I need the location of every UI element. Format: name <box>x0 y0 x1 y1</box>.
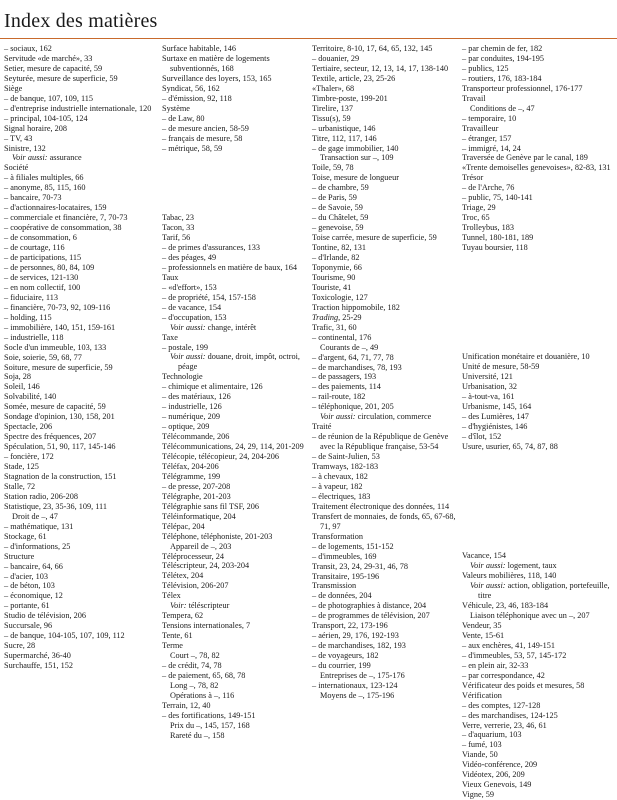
index-entry: – de chambre, 59 <box>312 183 369 193</box>
index-entry: Triage, 29 <box>462 203 496 213</box>
index-entry: Moyens de –, 175-196 <box>320 690 395 700</box>
index-entry: Titre, 112, 117, 146 <box>312 133 377 143</box>
index-entry: – d'hygiénistes, 146 <box>462 422 528 432</box>
index-entry: Tente, 61 <box>162 631 193 641</box>
index-entry: – français de mesure, 58 <box>162 133 243 143</box>
index-entry: – de mesure ancien, 58-59 <box>162 123 249 133</box>
index-entry: Transformation <box>312 531 364 541</box>
index-entry: – d'entreprise industrielle internationale, 120 <box>4 103 152 113</box>
index-entry: – d'émission, 92, 118 <box>162 93 232 103</box>
index-entry: Vente, 15-61 <box>462 630 505 640</box>
index-entry: Station radio, 206-208 <box>4 491 79 501</box>
index-entry: Trésor <box>462 173 484 183</box>
index-entry: Stade, 125 <box>4 462 39 472</box>
index-entry: – d'acier, 103 <box>4 571 48 581</box>
index-entry: – des paiements, 114 <box>312 382 381 392</box>
index-entry: Voir aussi: action, obligation, portefeuille, titre <box>470 581 610 601</box>
index-entry: – des Lumières, 147 <box>462 412 529 422</box>
index-entry: – immigré, 14, 24 <box>462 143 521 153</box>
index-entry: Seyturée, mesure de superficie, 59 <box>4 73 118 83</box>
index-entry: Tertiaire, secteur, 12, 13, 14, 17, 138-140 <box>312 63 449 73</box>
index-entry: Surtaxe en matière de logements subventionnés, 168 <box>162 53 270 73</box>
index-entry: – du courrier, 199 <box>312 661 371 671</box>
index-column-2 <box>162 44 312 741</box>
index-entry: – de données, 204 <box>312 591 372 601</box>
index-entry: Transmission <box>312 581 357 591</box>
index-entry: – mathématique, 131 <box>4 521 74 531</box>
index-entry: – des comptes, 127-128 <box>462 700 541 710</box>
index-entry: Télégramme, 199 <box>162 471 221 481</box>
index-entry: – aux enchères, 41, 149-151 <box>462 640 556 650</box>
index-entry: – bancaire, 64, 66 <box>4 561 63 571</box>
index-entry: Transfert de monnaies, de fonds, 65, 67-68, 71, 97 <box>312 511 456 531</box>
index-entry: – de Law, 80 <box>162 113 205 123</box>
index-entry: – d'immeubles, 53, 57, 145-172 <box>462 650 567 660</box>
index-entry: – d'actionnaires-locataires, 159 <box>4 203 107 213</box>
index-entry: – professionnels en matière de baux, 164 <box>162 262 297 272</box>
index-entry <box>462 342 612 352</box>
index-entry: Véhicule, 23, 46, 183-184 <box>462 601 549 611</box>
index-entry: – d'immeubles, 169 <box>312 551 377 561</box>
index-entry: – de consommation, 6 <box>4 233 77 243</box>
index-entry: – de voyageurs, 182 <box>312 651 379 661</box>
index-entry: – genevoise, 59 <box>312 223 364 233</box>
index-entry: Prix du –, 145, 157, 168 <box>170 720 250 730</box>
index-entry: Téléinformatique, 204 <box>162 511 236 521</box>
index-entry: Transit, 23, 24, 29-31, 46, 78 <box>312 561 408 571</box>
index-entry: – de l'Arche, 76 <box>462 183 515 193</box>
index-entry: – téléphonique, 201, 205 <box>312 402 394 412</box>
index-entry: Servitude «de marché», 33 <box>4 53 93 63</box>
index-entry: – par chemin de fer, 182 <box>462 44 543 53</box>
index-entry: Toise, mesure de longueur <box>312 173 399 183</box>
index-entry: Transitaire, 195-196 <box>312 571 380 581</box>
index-entry: Tuyau boursier, 118 <box>462 243 528 253</box>
index-entry: Trolleybus, 183 <box>462 223 514 233</box>
index-entry: Rareté du –, 158 <box>170 730 225 740</box>
index-entry <box>462 512 612 522</box>
index-entry: Touriste, 41 <box>312 282 352 292</box>
index-entry: – sociaux, 162 <box>4 44 52 53</box>
index-entry: – bancaire, 70-73 <box>4 193 62 203</box>
index-entry <box>462 492 612 502</box>
index-entry <box>162 153 312 163</box>
index-entry: – fumé, 103 <box>462 740 502 750</box>
index-entry: Courants de –, 49 <box>320 342 379 352</box>
index-entry: – de photographies à distance, 204 <box>312 601 427 611</box>
index-entry: – de presse, 207-208 <box>162 481 231 491</box>
index-entry: Vieux Genevois, 149 <box>462 780 532 790</box>
index-entry: Siège <box>4 83 23 93</box>
index-entry: Technologie <box>162 372 203 382</box>
index-column-1 <box>4 44 154 671</box>
index-entry <box>462 273 612 283</box>
index-entry: – des marchandises, 124-125 <box>462 710 558 720</box>
index-entry <box>462 531 612 541</box>
index-entry: Transport, 22, 173-196 <box>312 621 388 631</box>
index-entry: – de vacance, 154 <box>162 302 222 312</box>
index-entry: Téléprocesseur, 24 <box>162 551 224 561</box>
index-entry <box>162 203 312 213</box>
index-entry: Traction hippomobile, 182 <box>312 302 400 312</box>
index-entry: – numérique, 209 <box>162 412 220 422</box>
index-entry: Vigne, 59 <box>462 790 495 800</box>
index-entry: – de personnes, 80, 84, 109 <box>4 262 95 272</box>
index-entry: Supermarché, 36-40 <box>4 651 71 661</box>
index-entry: Urbanisation, 32 <box>462 382 517 392</box>
index-entry <box>462 502 612 512</box>
index-entry <box>462 253 612 263</box>
index-entry: – de Paris, 59 <box>312 193 357 203</box>
index-entry: Tarif, 56 <box>162 233 191 243</box>
index-column-3 <box>312 44 462 701</box>
index-entry: Soie, soierie, 59, 68, 77 <box>4 352 82 362</box>
index-entry: Viande, 50 <box>462 750 498 760</box>
index-entry: Tabac, 23 <box>162 213 194 223</box>
index-entry: Somée, mesure de capacité, 59 <box>4 402 106 412</box>
index-entry: Stalle, 72 <box>4 481 36 491</box>
index-entry: Socle d'un immeuble, 103, 133 <box>4 342 107 352</box>
index-entry: Troc, 65 <box>462 213 490 223</box>
index-entry: – financière, 70-73, 92, 109-116 <box>4 302 111 312</box>
index-entry: – douanier, 29 <box>312 53 360 63</box>
index-entry: – industrielle, 118 <box>4 332 64 342</box>
index-entry: Trafic, 31, 60 <box>312 322 357 332</box>
index-entry: – de gage immobilier, 140 <box>312 143 399 153</box>
index-entry: Télécommande, 206 <box>162 432 230 442</box>
index-entry <box>462 303 612 313</box>
index-entry: – de marchandises, 182, 193 <box>312 641 406 651</box>
index-entry: Valeurs mobilières, 118, 140 <box>462 571 557 581</box>
index-entry: Vacance, 154 <box>462 551 506 561</box>
index-entry: – de services, 121-130 <box>4 272 79 282</box>
index-entry: – à-tout-va, 161 <box>462 392 515 402</box>
index-entry <box>462 462 612 472</box>
index-entry: – de crédit, 74, 78 <box>162 661 222 670</box>
index-entry: – publics, 125 <box>462 63 509 73</box>
index-entry: Taxe <box>162 332 178 342</box>
index-entry: Trading, 25-29 <box>312 312 362 322</box>
index-entry: Télex <box>162 591 181 601</box>
index-entry: Vidéotex, 206, 209 <box>462 770 525 780</box>
index-entry <box>462 541 612 551</box>
index-entry: – continental, 176 <box>312 332 372 342</box>
index-entry <box>162 193 312 203</box>
index-entry: – d'îlot, 152 <box>462 432 502 442</box>
index-entry: Télépac, 204 <box>162 521 205 531</box>
index-entry: Téléphone, téléphoniste, 201-203 <box>162 531 273 541</box>
index-entry: Spectacle, 206 <box>4 422 53 432</box>
index-entry: – de banque, 107, 109, 115 <box>4 93 94 103</box>
index-entry: – du Châtelet, 59 <box>312 213 369 223</box>
index-entry: Syndicat, 56, 162 <box>162 83 220 93</box>
index-entry: Vérification <box>462 690 502 700</box>
index-entry: – optique, 209 <box>162 422 210 432</box>
index-entry: Tirelire, 137 <box>312 103 353 113</box>
index-column-4 <box>462 44 612 800</box>
index-entry: – en plein air, 32-33 <box>462 660 529 670</box>
index-entry: Spéculation, 51, 90, 117, 145-146 <box>4 442 116 452</box>
index-entry: – électriques, 183 <box>312 491 371 501</box>
index-entry: Tontine, 82, 131 <box>312 243 366 253</box>
index-entry: Télégraphie sans fil TSF, 206 <box>162 501 260 511</box>
index-entry: Voir aussi: assurance <box>12 153 82 163</box>
index-entry: Unification monétaire et douanière, 10 <box>462 352 590 362</box>
index-entry: Sucre, 28 <box>4 641 36 651</box>
index-entry <box>462 482 612 492</box>
index-entry: – d'argent, 64, 71, 77, 78 <box>312 352 394 362</box>
index-entry: – temporaire, 10 <box>462 113 517 123</box>
index-entry: Télégraphe, 201-203 <box>162 491 231 501</box>
index-entry: – des matériaux, 126 <box>162 392 231 402</box>
index-entry: – «d'effort», 153 <box>162 282 217 292</box>
index-entry: Université, 121 <box>462 372 513 382</box>
index-entry: Travailleur <box>462 123 499 133</box>
index-entry: Téléfax, 204-206 <box>162 461 219 471</box>
index-entry: – d'Irlande, 82 <box>312 253 360 263</box>
index-entry: Télévision, 206-207 <box>162 581 229 591</box>
index-entry: Setier, mesure de capacité, 59 <box>4 63 103 73</box>
index-entry: «Trente demoiselles genevoises», 82-83, 131 <box>462 163 611 173</box>
index-entry: – public, 75, 140-141 <box>462 193 533 203</box>
index-entry: – de programmes de télévision, 207 <box>312 611 430 621</box>
index-entry: – des fortifications, 149-151 <box>162 710 256 720</box>
index-entry: – de banque, 104-105, 107, 109, 112 <box>4 631 125 641</box>
index-entry: Unité de mesure, 58-59 <box>462 362 540 372</box>
index-entry: «Thaler», 68 <box>312 83 355 93</box>
index-entry: – économique, 12 <box>4 591 63 601</box>
index-entry: – d'aquarium, 103 <box>462 730 522 740</box>
index-entry: Vendeur, 35 <box>462 620 502 630</box>
index-entry: – immobilière, 140, 151, 159-161 <box>4 322 116 332</box>
index-entry: – par correspondance, 42 <box>462 670 545 680</box>
index-entry: Structure <box>4 551 35 561</box>
index-entry: – chimique et alimentaire, 126 <box>162 382 263 392</box>
page-title: Index des matières <box>4 10 158 32</box>
index-entry: Court –, 78, 82 <box>170 651 220 661</box>
index-entry: Appareil de –, 203 <box>170 541 232 551</box>
index-entry <box>462 452 612 462</box>
index-entry: Studio de télévision, 206 <box>4 611 87 621</box>
index-entry <box>462 263 612 273</box>
index-entry: Tissu(s), 59 <box>312 113 351 123</box>
index-entry: Soleil, 146 <box>4 382 40 392</box>
index-entry: Toise carrée, mesure de superficie, 59 <box>312 233 437 243</box>
index-entry: Voir: téléscripteur <box>170 601 230 611</box>
index-entry: – de Savoie, 59 <box>312 203 363 213</box>
index-entry: Voir aussi: change, intérêt <box>170 322 257 332</box>
index-entry: Usure, usurier, 65, 74, 87, 88 <box>462 441 558 451</box>
index-entry: – holding, 115 <box>4 312 52 322</box>
index-entry: Terrain, 12, 40 <box>162 700 211 710</box>
index-entry: – de primes d'assurances, 133 <box>162 242 260 252</box>
index-entry: Entreprises de –, 175-176 <box>320 671 405 681</box>
index-entry: Timbre-poste, 199-201 <box>312 93 388 103</box>
index-entry: Tacon, 33 <box>162 223 195 233</box>
index-entry: Urbanisme, 145, 164 <box>462 402 532 412</box>
index-entry: Télécopie, télécopieur, 24, 204-206 <box>162 451 279 461</box>
index-entry: Spectre des fréquences, 207 <box>4 432 97 442</box>
index-entry: Textile, article, 23, 25-26 <box>312 73 396 83</box>
index-entry: – de paiement, 65, 68, 78 <box>162 670 246 680</box>
index-entry: Taux <box>162 272 179 282</box>
index-entry: Traversée de Genève par le canal, 189 <box>462 153 588 163</box>
index-entry: – de participations, 115 <box>4 253 82 263</box>
index-entry: Signal horaire, 208 <box>4 123 68 133</box>
index-entry: – internationaux, 123-124 <box>312 681 398 690</box>
index-entry <box>462 472 612 482</box>
index-entry: Surface habitable, 146 <box>162 44 236 53</box>
index-entry: Terme <box>162 641 183 651</box>
index-entry: Toile, 59, 78 <box>312 163 354 173</box>
index-entry: – par conduites, 194-195 <box>462 53 545 63</box>
index-entry: Voir aussi: douane, droit, impôt, octroi, péage <box>170 352 300 372</box>
index-entry: Droit de –, 47 <box>12 511 58 521</box>
index-entry: Liaison téléphonique avec un –, 207 <box>470 611 590 621</box>
index-entry: – foncière, 172 <box>4 452 54 462</box>
index-entry: Statistique, 23, 35-36, 109, 111 <box>4 501 107 511</box>
index-entry: Verre, verrerie, 23, 46, 61 <box>462 720 547 730</box>
index-entry: – de courtage, 116 <box>4 243 65 253</box>
index-entry: Transaction sur –, 109 <box>320 153 394 163</box>
index-entry: Voir aussi: logement, taux <box>470 561 557 571</box>
index-entry <box>462 283 612 293</box>
index-entry: Stagnation de la construction, 151 <box>4 471 117 481</box>
index-entry: – de logements, 151-152 <box>312 541 394 551</box>
index-entry: – de réunion de la République de Genève avec la République française, 53-54 <box>312 432 449 452</box>
index-entry: Toponymie, 66 <box>312 262 362 272</box>
index-entry <box>462 323 612 333</box>
index-entry: Succursale, 96 <box>4 621 53 631</box>
index-entry: Voir aussi: circulation, commerce <box>320 412 432 422</box>
index-entry: Téléscripteur, 24, 203-204 <box>162 561 250 571</box>
index-entry: Tramways, 182-183 <box>312 462 379 472</box>
index-entry: – d'occupation, 153 <box>162 312 227 322</box>
index-entry <box>462 521 612 531</box>
index-entry: Conditions de –, 47 <box>470 103 535 113</box>
index-entry: Vidéo-conférence, 209 <box>462 760 538 770</box>
index-entry: – anonyme, 85, 115, 160 <box>4 183 86 193</box>
index-entry <box>462 293 612 303</box>
index-entry: Tempera, 62 <box>162 611 204 621</box>
index-entry <box>162 163 312 173</box>
index-entry: Soiture, mesure de superficie, 59 <box>4 362 113 372</box>
index-entry: Tourisme, 90 <box>312 272 356 282</box>
index-entry: Tunnel, 180-181, 189 <box>462 233 534 243</box>
index-entry: – TV, 43 <box>4 133 33 143</box>
index-entry: – étranger, 157 <box>462 133 512 143</box>
index-entry: Traité <box>312 422 332 432</box>
index-entry: – de passagers, 193 <box>312 372 377 382</box>
index-entry: Traitement électronique des données, 114 <box>312 501 450 511</box>
index-entry: Territoire, 8-10, 17, 64, 65, 132, 145 <box>312 44 433 53</box>
index-entry: – routiers, 176, 183-184 <box>462 73 542 83</box>
index-entry: Tensions internationales, 7 <box>162 621 251 631</box>
index-entry: – rail-route, 182 <box>312 392 366 402</box>
index-entry: – aérien, 29, 176, 192-193 <box>312 631 399 641</box>
index-entry: Soja, 28 <box>4 372 32 382</box>
index-entry: – industrielle, 126 <box>162 402 222 412</box>
index-entry: Solvabilité, 140 <box>4 392 57 402</box>
index-entry: – fiduciaire, 113 <box>4 292 58 302</box>
index-entry: Toxicologie, 127 <box>312 292 368 302</box>
index-entry: – des péages, 49 <box>162 252 217 262</box>
index-entry: – coopérative de consommation, 38 <box>4 223 122 233</box>
index-entry: Opérations à –, 116 <box>170 690 235 700</box>
index-entry <box>162 183 312 193</box>
index-entry: Transporteur professionnel, 176-177 <box>462 83 583 93</box>
index-entry: Sinistre, 132 <box>4 143 46 153</box>
index-entry: – principal, 104-105, 124 <box>4 113 88 123</box>
index-entry: – métrique, 58, 59 <box>162 143 223 153</box>
index-entry: – postale, 199 <box>162 342 209 352</box>
index-entry: – de marchandises, 78, 193 <box>312 362 402 372</box>
index-entry: – de Saint-Julien, 53 <box>312 452 380 462</box>
index-entry: Travail <box>462 93 486 103</box>
index-entry <box>462 313 612 323</box>
index-entry: – à filiales multiples, 66 <box>4 173 84 183</box>
index-entry: – d'informations, 25 <box>4 541 71 551</box>
index-entry <box>162 173 312 183</box>
index-entry: – de béton, 103 <box>4 581 55 591</box>
index-entry: Vérificateur des poids et mesures, 58 <box>462 680 585 690</box>
index-entry: Surveillance des loyers, 153, 165 <box>162 73 272 83</box>
title-rule <box>0 38 617 39</box>
index-entry: Télécommunications, 24, 29, 114, 201-209 <box>162 442 304 452</box>
index-entry: Sondage d'opinion, 130, 158, 201 <box>4 412 115 422</box>
index-entry: Système <box>162 103 190 113</box>
index-entry: – de propriété, 154, 157-158 <box>162 292 256 302</box>
index-entry: Long –, 78, 82 <box>170 680 219 690</box>
index-entry: Surchauffe, 151, 152 <box>4 661 74 671</box>
index-entry: – à vapeur, 182 <box>312 481 363 491</box>
index-entry: Stockage, 61 <box>4 531 47 541</box>
index-entry: Société <box>4 163 29 173</box>
index-entry: Télétex, 204 <box>162 571 204 581</box>
index-entry <box>462 333 612 343</box>
index-entry: – à chevaux, 182 <box>312 471 368 481</box>
index-entry: – commerciale et financière, 7, 70-73 <box>4 213 128 223</box>
index-entry: – en nom collectif, 100 <box>4 282 81 292</box>
index-entry: – urbanistique, 146 <box>312 123 376 133</box>
index-entry: – portante, 61 <box>4 601 50 611</box>
